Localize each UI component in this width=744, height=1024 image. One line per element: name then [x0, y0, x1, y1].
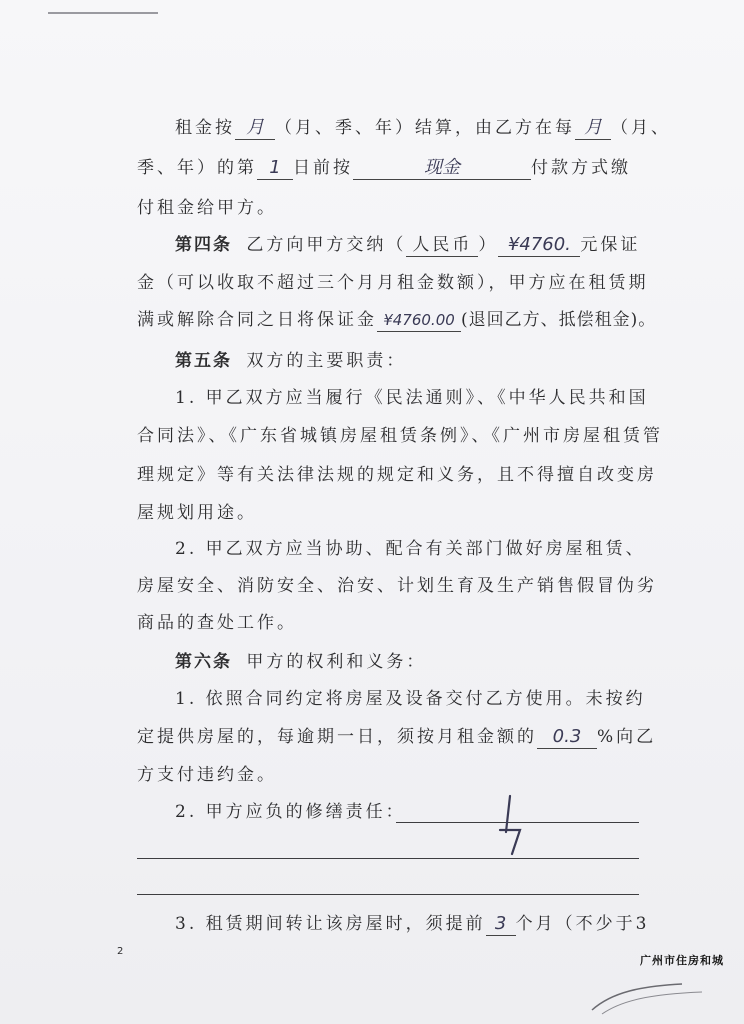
payment-day-value: 1: [269, 157, 281, 178]
rent-line-2: 季、年）的第 1 日前按 现金 付款方式缴: [137, 157, 631, 178]
article-4-line-1: 第四条 乙方向甲方交纳（ 人民币 ） ¥4760. 元保证: [175, 234, 641, 255]
article-5-item-2-line-2: 房屋安全、消防安全、治安、计划生育及生产销售假冒伪劣: [137, 576, 657, 596]
settlement-period-value: 月: [246, 117, 264, 138]
article-5-item-1-line-3: 理规定》等有关法律法规的规定和义务，且不得擅自改变房: [137, 465, 657, 485]
deposit-amount-repeat: ¥4760.00: [383, 311, 455, 329]
article-6-title: 第六条: [175, 652, 232, 672]
notice-months-value: 3: [494, 913, 507, 934]
top-edge-mark: [48, 12, 158, 14]
article-5-title: 第五条: [175, 351, 232, 371]
article-5-item-2-line-1: 2. 甲乙双方应当协助、配合有关部门做好房屋租赁、: [175, 539, 646, 559]
stamp-text: 广州市住房和城: [640, 954, 724, 967]
currency-value: 人民币: [406, 234, 478, 257]
article-4-line-3: 满或解除合同之日将保证金 ¥4760.00 (退回乙方、抵偿租金)。: [137, 310, 657, 330]
penalty-rate-value: 0.3: [552, 726, 582, 747]
article-6-item-2: 2. 甲方应负的修缮责任：: [175, 802, 406, 822]
repair-blank-line-2: [137, 858, 639, 859]
article-6-item-1-line-1: 1. 依照合同约定将房屋及设备交付乙方使用。未按约: [175, 689, 646, 709]
article-4-title: 第四条: [175, 235, 232, 255]
article-4-line-2: 金（可以收取不超过三个月月租金数额），甲方应在租赁期: [137, 273, 649, 293]
article-6-item-1-line-3: 方支付违约金。: [137, 765, 277, 785]
article-6-item-1-line-2: 定提供房屋的，每逾期一日，须按月租金额的 0.3 %向乙: [137, 726, 657, 747]
repair-blank-line-3: [137, 894, 639, 895]
article-5-item-2-line-3: 商品的查处工作。: [137, 613, 297, 633]
deposit-amount-value: ¥4760.: [507, 234, 571, 255]
rent-line-3: 付租金给甲方。: [137, 198, 277, 218]
article-5-item-1-line-4: 屋规划用途。: [137, 503, 257, 523]
article-6-item-3: 3. 租赁期间转让该房屋时，须提前 3 个月（不少于3: [175, 913, 650, 934]
article-5-item-1-line-1: 1. 甲乙双方应当履行《民法通则》、《中华人民共和国: [175, 388, 649, 408]
article-5-heading: 第五条 双方的主要职责：: [175, 351, 407, 371]
payment-method-value: 现金: [424, 157, 460, 178]
payment-each-value: 月: [584, 117, 602, 138]
handwritten-slash-mark: [490, 792, 530, 864]
stamp-fragment: [582, 970, 732, 1015]
page-number: 2: [117, 946, 124, 957]
article-5-item-1-line-2: 合同法》、《广东省城镇房屋租赁条例》、《广州市房屋租赁管: [137, 426, 663, 446]
rent-line-1: 租金按 月 （月、季、年）结算，由乙方在每 月 （月、: [175, 117, 671, 138]
article-6-heading: 第六条 甲方的权利和义务：: [175, 652, 427, 672]
